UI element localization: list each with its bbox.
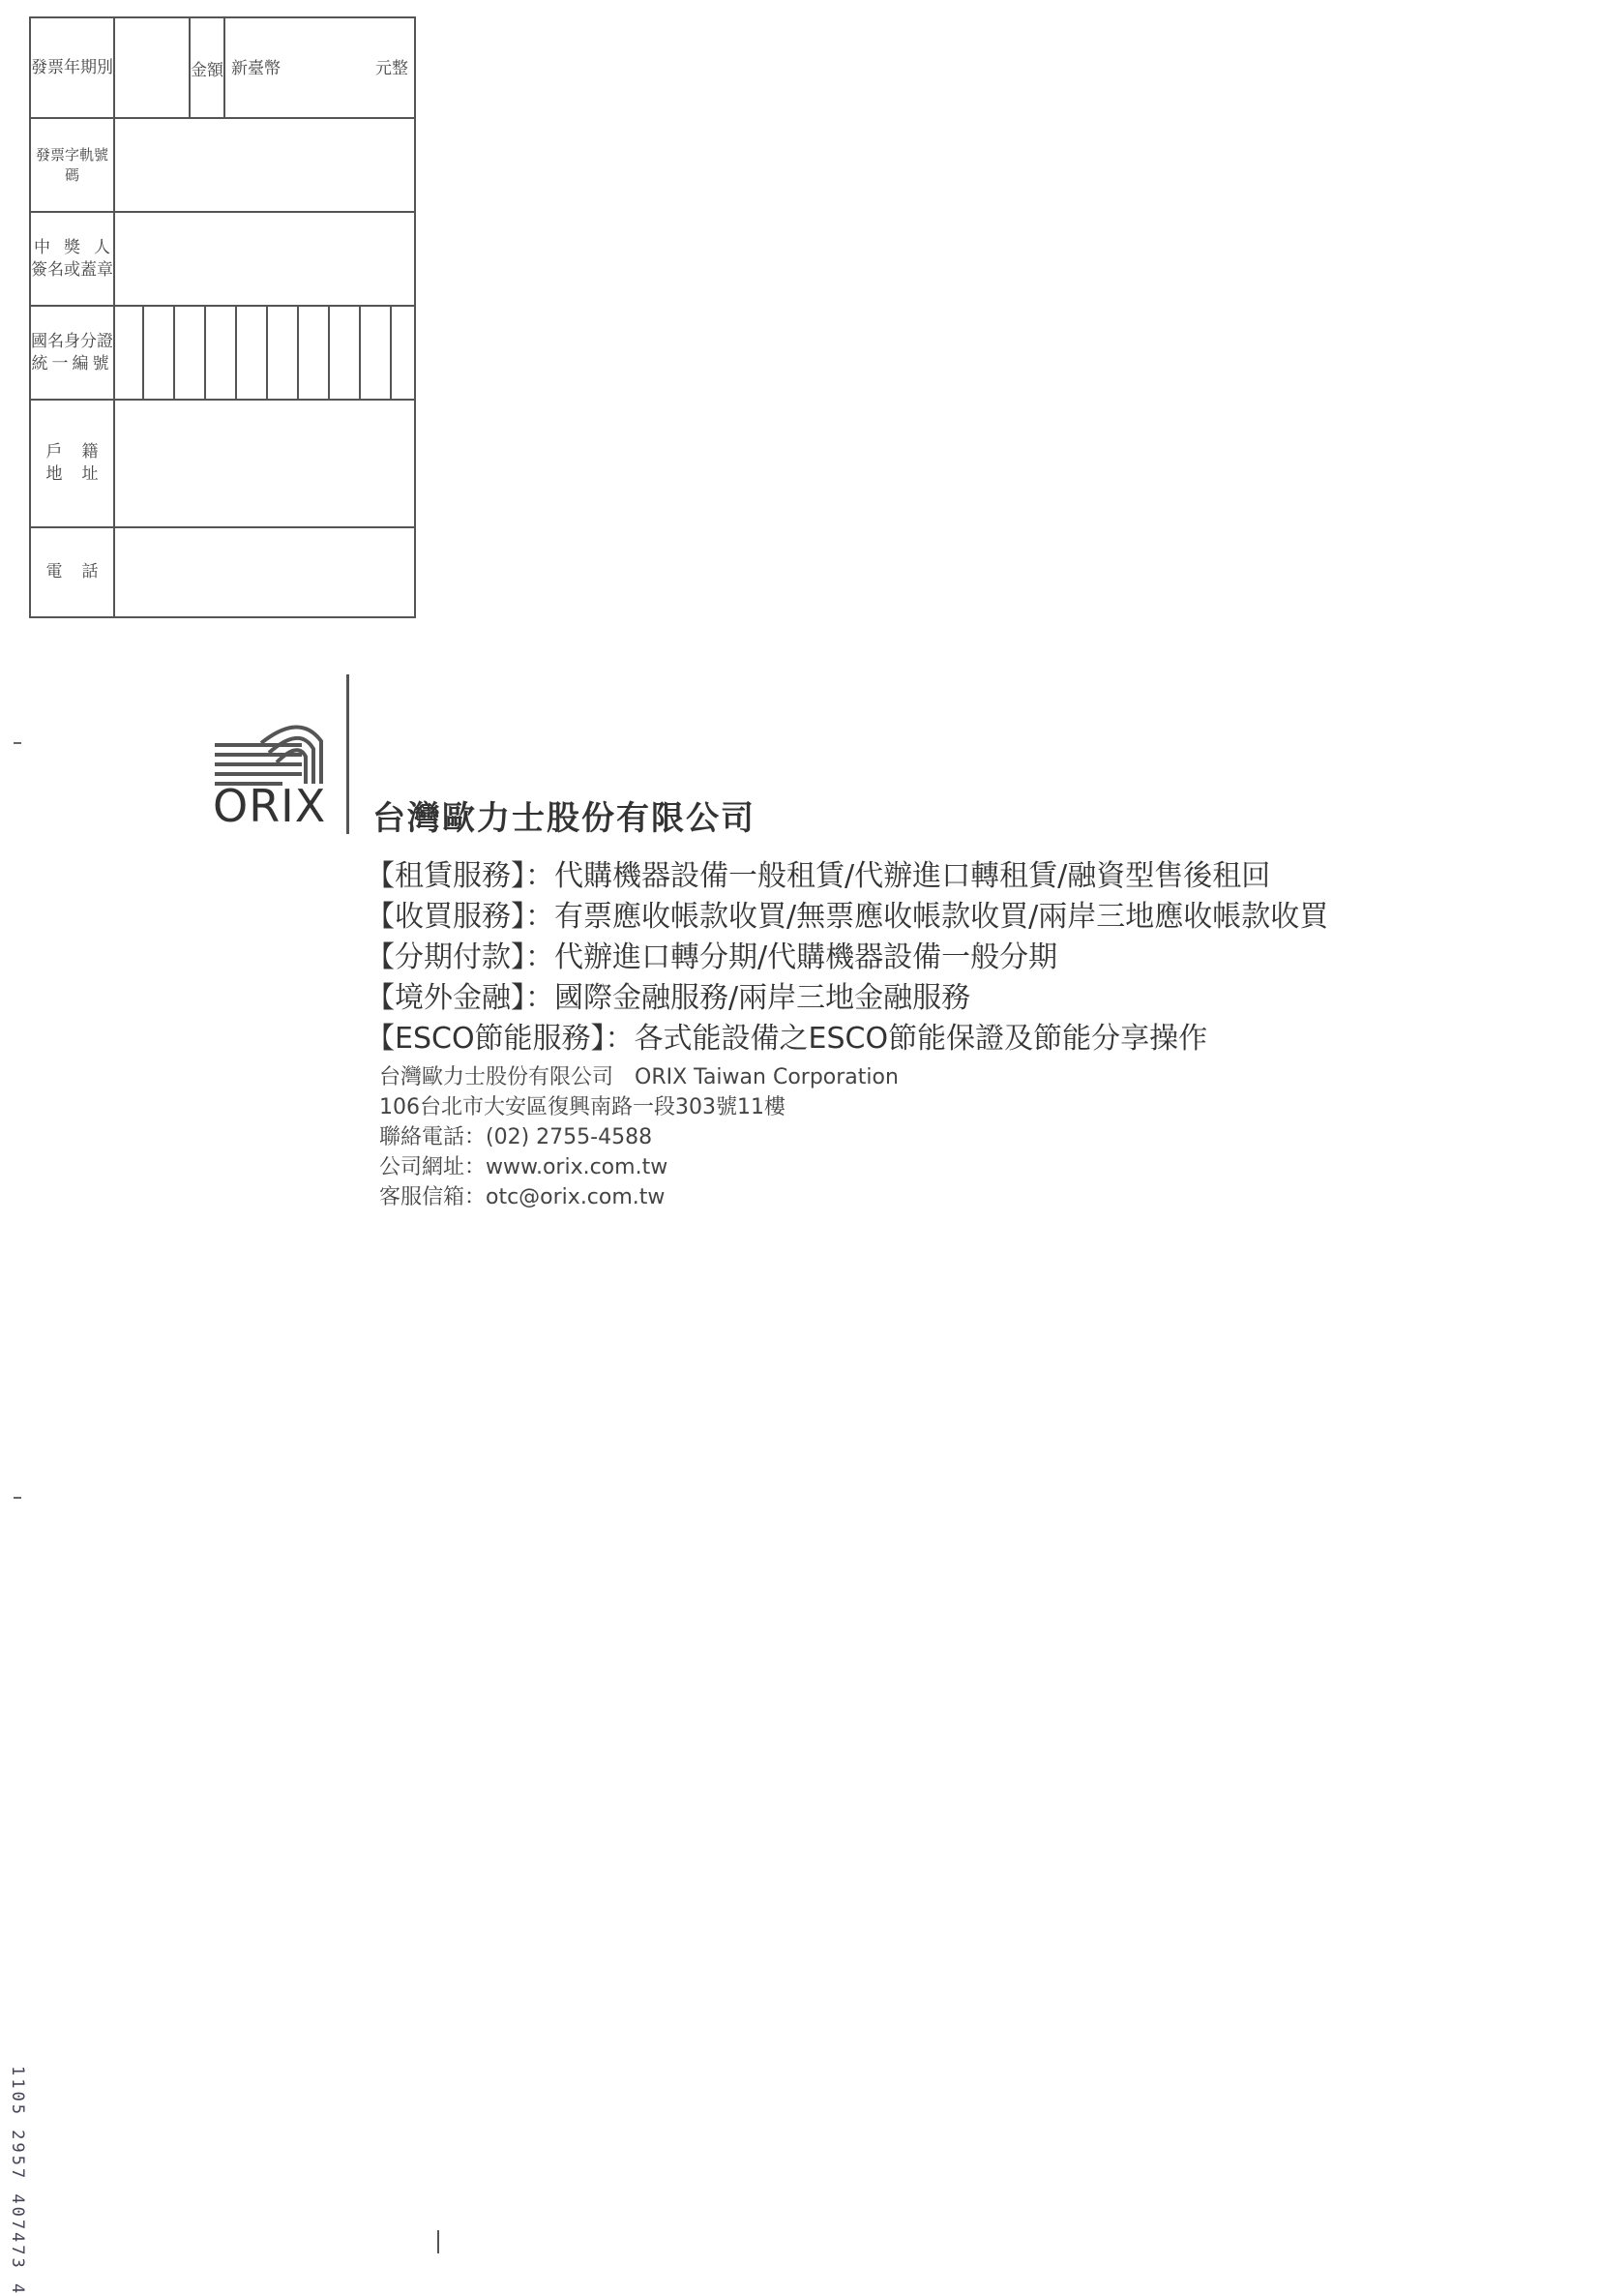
phone-label-text: 電話 (45, 562, 118, 582)
contact-company: 台灣歐力士股份有限公司 ORIX Taiwan Corporation (379, 1065, 899, 1089)
contact-website[interactable]: 公司網址：www.orix.com.tw (379, 1155, 668, 1179)
service-esco: 【ESCO節能服務】：各式能設備之ESCO節能保證及節能分享操作 (366, 1022, 1208, 1056)
id-digit-box (390, 307, 421, 399)
id-digit-box (142, 307, 173, 399)
winner-signature-row (31, 213, 414, 307)
prize-claim-form (29, 16, 416, 618)
fold-mark (14, 1497, 21, 1499)
address-label-line2: 地址 (45, 464, 118, 484)
id-digit-box (328, 307, 359, 399)
service-factoring: 【收買服務】：有票應收帳款收買/無票應收帳款收買/兩岸三地應收帳款收買 (366, 900, 1329, 934)
address-label (31, 401, 118, 526)
service-installment: 【分期付款】：代辦進口轉分期/代購機器設備一般分期 (366, 940, 1058, 974)
company-name: 台灣歐力士股份有限公司 (372, 799, 756, 838)
invoice-period-row (31, 18, 414, 119)
winner-signature-label (31, 213, 124, 305)
id-digit-box (266, 307, 297, 399)
winner-label-line1: 中獎人 (34, 237, 124, 257)
id-number-row (31, 307, 414, 401)
id-digit-box (297, 307, 328, 399)
winner-label-line2: 簽名或蓋章 (31, 259, 113, 280)
contact-address: 106台北市大安區復興南路一段303號11樓 (379, 1095, 785, 1119)
id-label-line1: 國名身分證 (31, 331, 113, 351)
logo-divider (346, 674, 349, 834)
invoice-number-row (31, 119, 414, 213)
amount-currency: 新臺幣 (231, 59, 281, 78)
address-label-line1: 戶籍 (45, 442, 118, 462)
id-digit-box (204, 307, 235, 399)
id-digit-box (173, 307, 204, 399)
contact-email[interactable]: 客服信箱：otc@orix.com.tw (379, 1185, 666, 1209)
id-digit-box (359, 307, 390, 399)
serial-number: 1105 2957 407473 4 (8, 2066, 27, 2296)
service-offshore: 【境外金融】：國際金融服務/兩岸三地金融服務 (366, 981, 971, 1015)
phone-label (31, 528, 118, 616)
invoice-number-label: 發票字軌號碼 (31, 119, 115, 211)
fold-mark (14, 742, 21, 744)
id-label-line2: 統一編號 (31, 353, 113, 373)
invoice-period-label: 發票年期別 (31, 18, 115, 117)
contact-info (379, 1062, 899, 1212)
orix-logo-text: ORIX (213, 780, 327, 832)
service-leasing: 【租賃服務】：代購機器設備一般租賃/代辦進口轉租賃/融資型售後租回 (366, 859, 1271, 893)
services-list (366, 856, 1328, 1059)
id-number-label (31, 307, 115, 399)
amount-label: 金額 (189, 18, 225, 117)
id-digit-box (235, 307, 266, 399)
phone-row (31, 528, 414, 616)
bottom-mark (437, 2230, 439, 2253)
amount-unit: 元整 (375, 59, 408, 78)
address-row (31, 401, 414, 528)
contact-phone: 聯絡電話：(02) 2755-4588 (379, 1125, 653, 1149)
